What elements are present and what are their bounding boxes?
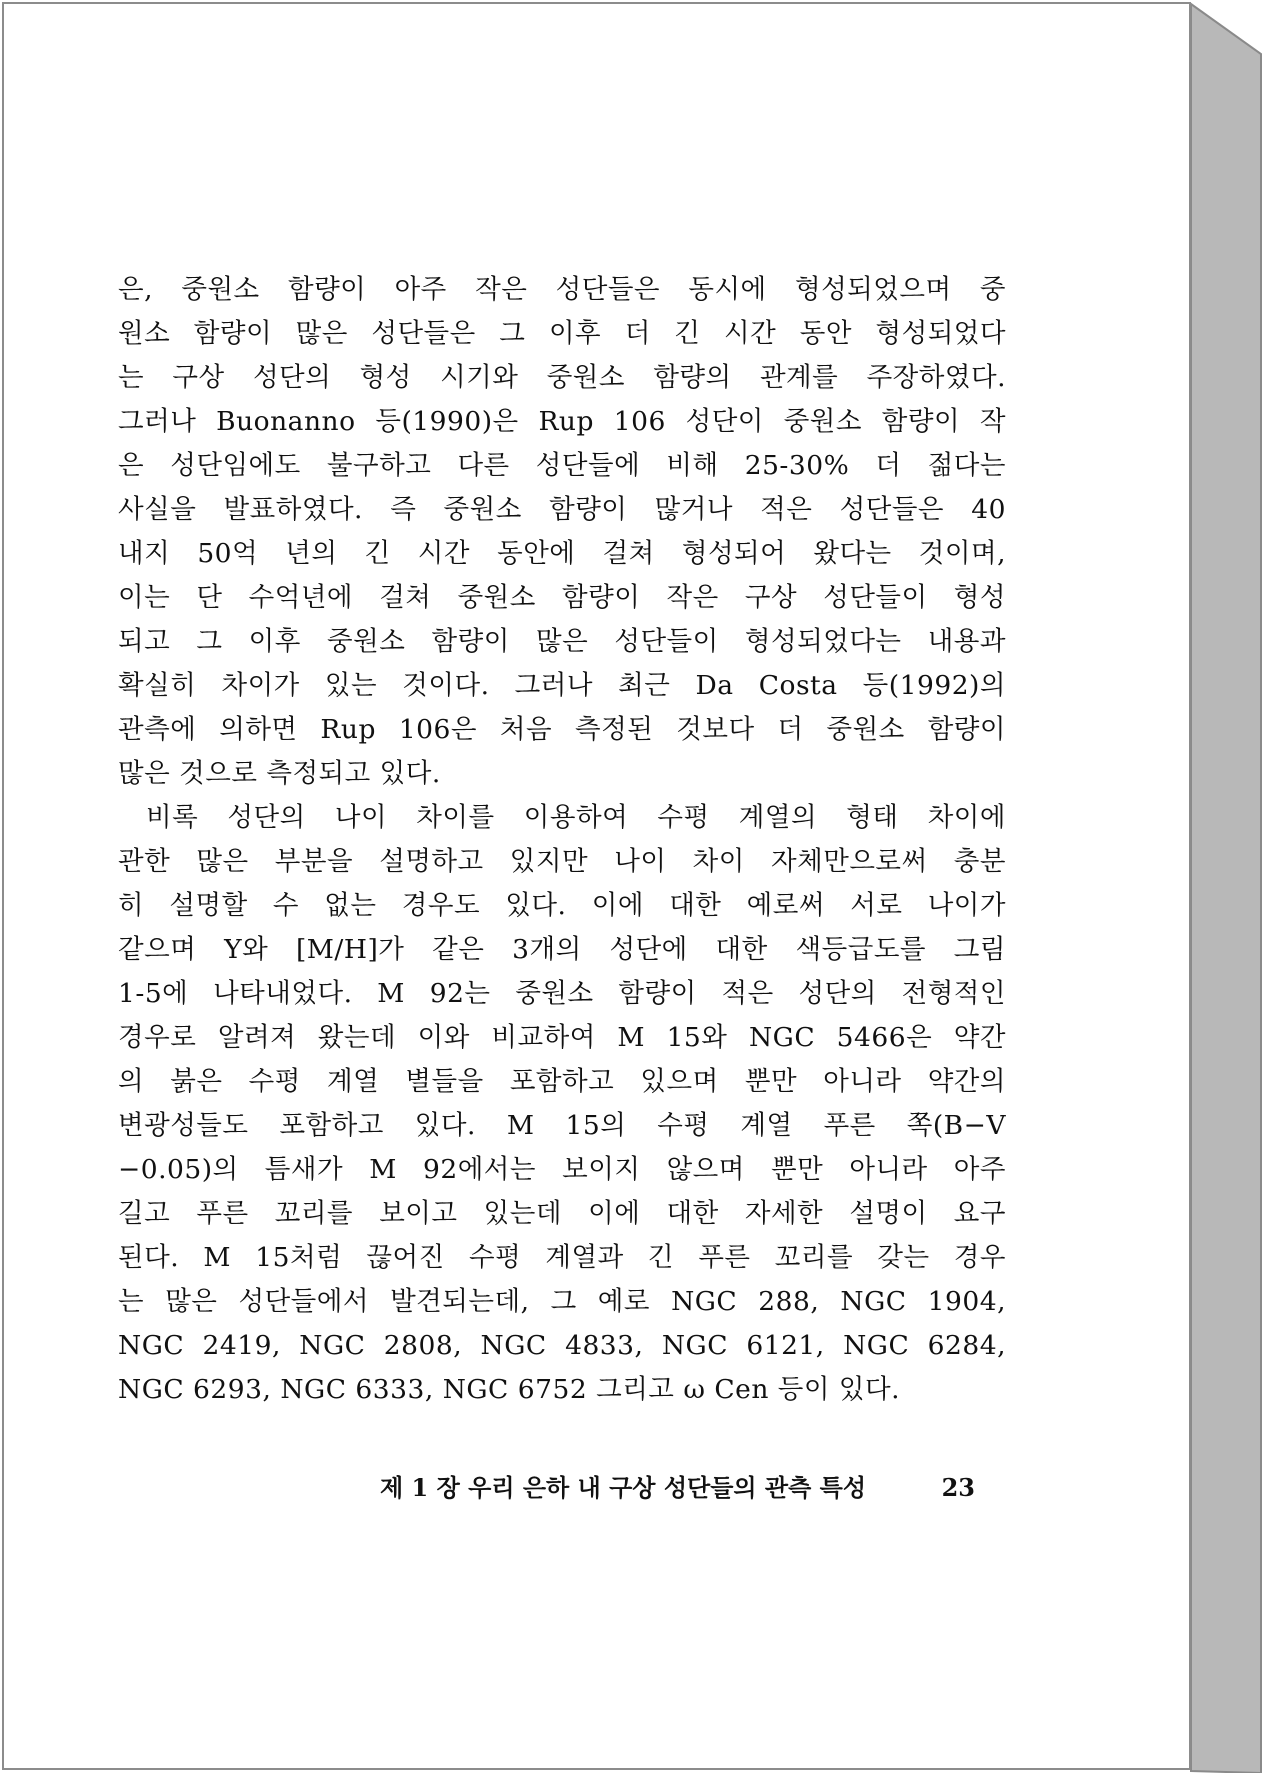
text-line: 는 구상 성단의 형성 시기와 중원소 함량의 관계를 주장하였다.	[118, 362, 1006, 393]
page-number: 23	[941, 1473, 975, 1502]
text-line: 되고 그 이후 중원소 함량이 많은 성단들이 형성되었다는 내용과	[118, 626, 1006, 657]
body-text	[118, 268, 1006, 1412]
text-line: 원소 함량이 많은 성단들은 그 이후 더 긴 시간 동안 형성되었다	[118, 318, 1006, 349]
text-line: 히 설명할 수 없는 경우도 있다. 이에 대한 예로써 서로 나이가	[118, 890, 1006, 921]
text-line: 는 많은 성단들에서 발견되는데, 그 예로 NGC 288, NGC 1904,	[118, 1286, 1006, 1317]
text-line: 의 붉은 수평 계열 별들을 포함하고 있으며 뿐만 아니라 약간의	[118, 1066, 1006, 1097]
page-footer	[380, 1470, 1006, 1506]
text-line: 된다. M 15처럼 끊어진 수평 계열과 긴 푸른 꼬리를 갖는 경우	[118, 1242, 1006, 1273]
text-line: 경우로 알려져 왔는데 이와 비교하여 M 15와 NGC 5466은 약간	[118, 1022, 1006, 1053]
text-line: NGC 2419, NGC 2808, NGC 4833, NGC 6121, NGC 6284,	[118, 1330, 1006, 1361]
text-line: 비록 성단의 나이 차이를 이용하여 수평 계열의 형태 차이에	[146, 802, 1006, 833]
text-line: 1-5에 나타내었다. M 92는 중원소 함량이 적은 성단의 전형적인	[118, 978, 1006, 1009]
text-line: 사실을 발표하였다. 즉 중원소 함량이 많거나 적은 성단들은 40	[118, 494, 1006, 525]
text-line: 확실히 차이가 있는 것이다. 그러나 최근 Da Costa 등(1992)의	[118, 670, 1006, 701]
text-line: −0.05)의 틈새가 M 92에서는 보이지 않으며 뿐만 아니라 아주	[118, 1154, 1006, 1185]
text-line: 내지 50억 년의 긴 시간 동안에 걸쳐 형성되어 왔다는 것이며,	[118, 538, 1006, 569]
text-line: 그러나 Buonanno 등(1990)은 Rup 106 성단이 중원소 함량이 작	[118, 406, 1006, 437]
text-line: 많은 것으로 측정되고 있다.	[118, 758, 441, 789]
text-line: 같으며 Y와 [M/H]가 같은 3개의 성단에 대한 색등급도를 그림	[118, 934, 1006, 965]
text-line: 변광성들도 포함하고 있다. M 15의 수평 계열 푸른 쪽(B−V	[118, 1110, 1006, 1141]
text-line: 은, 중원소 함량이 아주 작은 성단들은 동시에 형성되었으며 중	[118, 274, 1006, 305]
text-line: 관한 많은 부분을 설명하고 있지만 나이 차이 자체만으로써 충분	[118, 846, 1006, 877]
text-line: 은 성단임에도 불구하고 다른 성단들에 비해 25-30% 더 젊다는	[118, 450, 1006, 481]
text-line: 길고 푸른 꼬리를 보이고 있는데 이에 대한 자세한 설명이 요구	[118, 1198, 1006, 1229]
chapter-title: 제 1 장 우리 은하 내 구상 성단들의 관측 특성	[380, 1473, 867, 1502]
text-line: NGC 6293, NGC 6333, NGC 6752 그리고 ω Cen 등이 있다.	[118, 1374, 901, 1405]
text-line: 이는 단 수억년에 걸쳐 중원소 함량이 작은 구상 성단들이 형성	[118, 582, 1006, 613]
text-line: 관측에 의하면 Rup 106은 처음 측정된 것보다 더 중원소 함량이	[118, 714, 1006, 745]
